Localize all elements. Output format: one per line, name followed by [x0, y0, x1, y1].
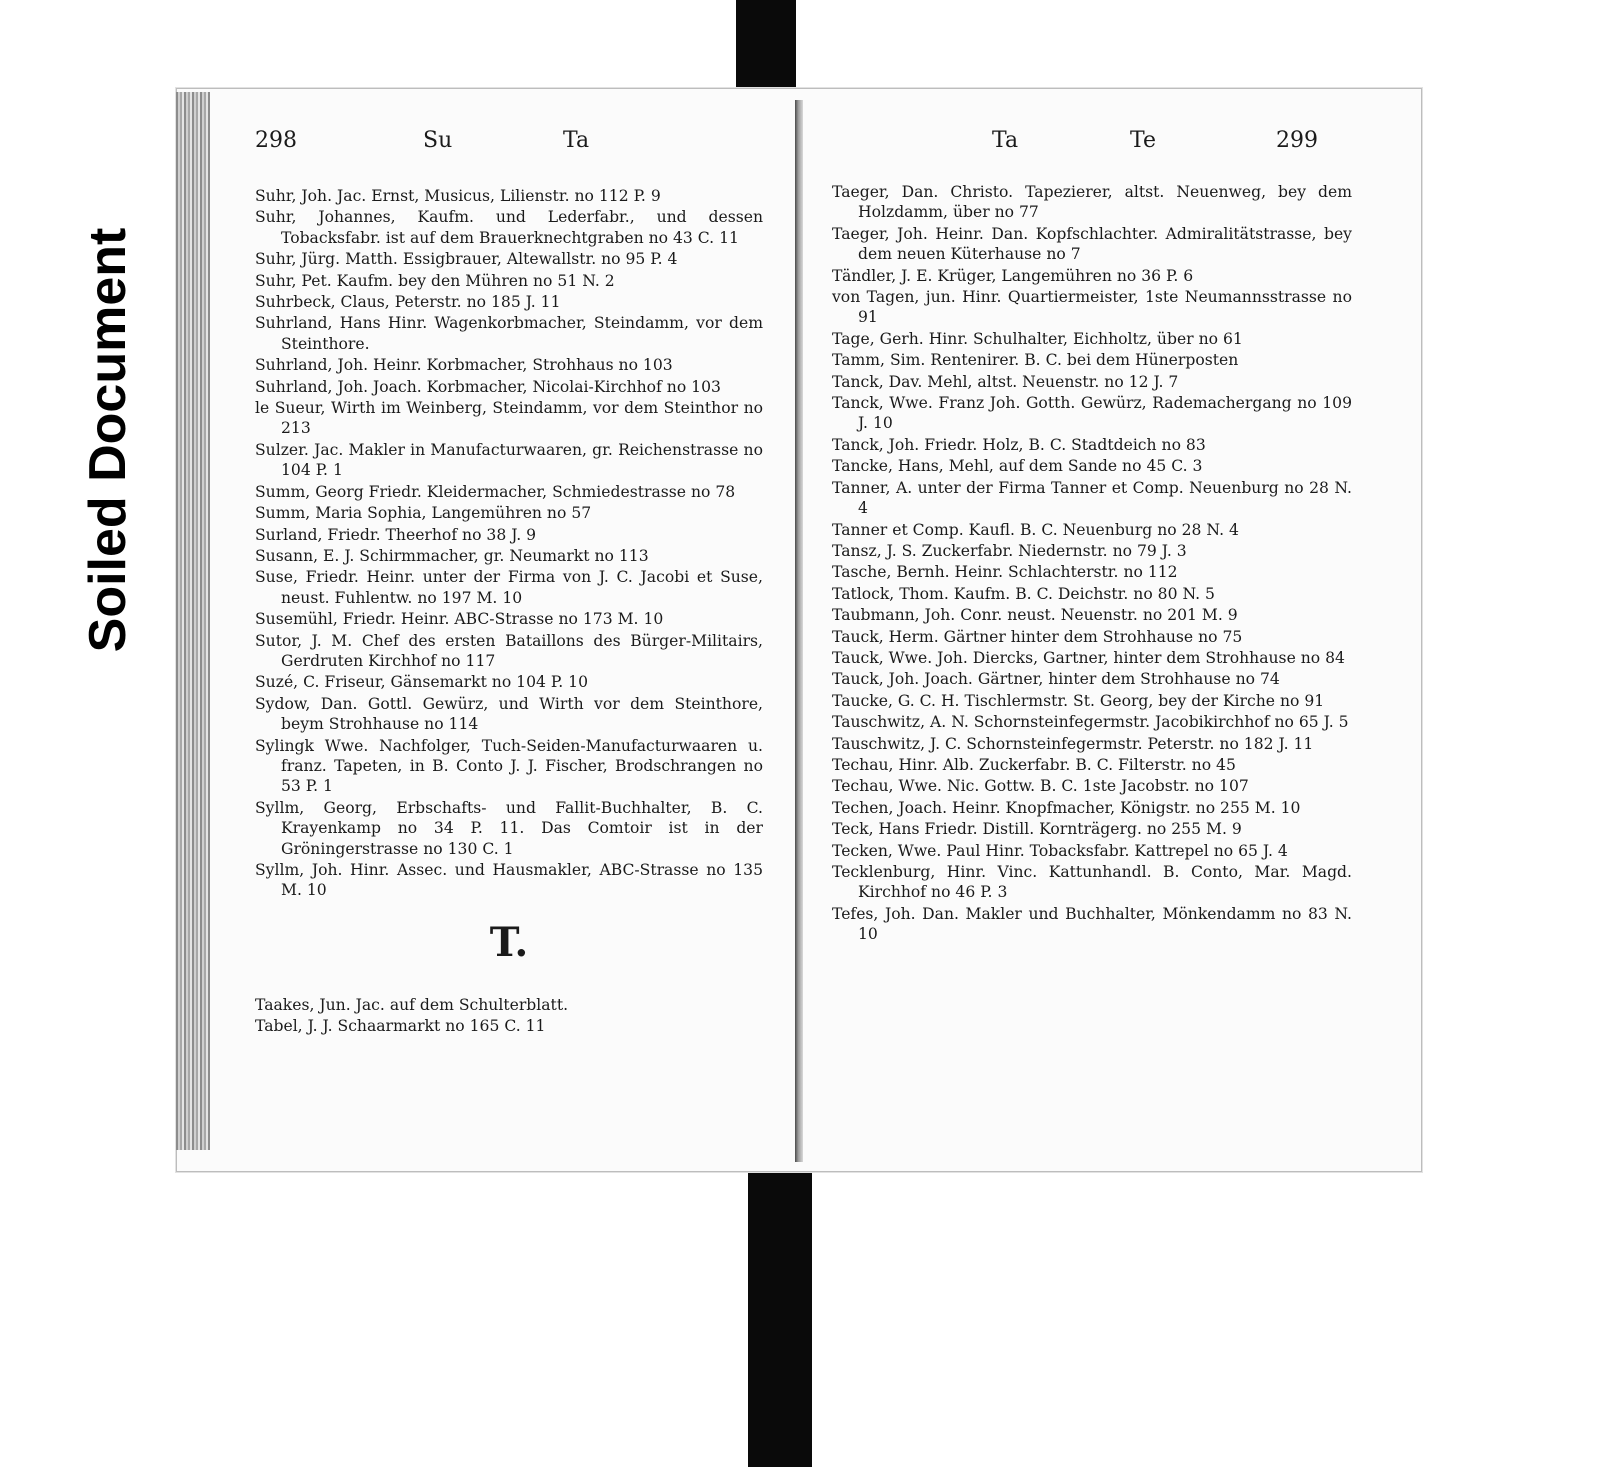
directory-entry: Susemühl, Friedr. Heinr. ABC-Strasse no 173 M. 10 [255, 610, 664, 629]
left-head-first: Su [423, 128, 453, 153]
directory-entry: Taubmann, Joh. Conr. neust. Neuenstr. no 201 M. 9 [832, 606, 1238, 625]
binding-strip-top [736, 0, 796, 100]
right-head-first: Ta [992, 128, 1019, 153]
directory-entry: Suhr, Jürg. Matth. Essigbrauer, Altewallstr. no 95 P. 4 [255, 250, 678, 269]
directory-entry: Tanck, Wwe. Franz Joh. Gotth. Gewürz, Rademachergang no 109 J. 10 [832, 394, 1352, 433]
directory-entry: Tecken, Wwe. Paul Hinr. Tobacksfabr. Kattrepel no 65 J. 4 [832, 841, 1288, 860]
directory-entry: Tanner et Comp. Kaufl. B. C. Neuenburg no 28 N. 4 [832, 520, 1239, 539]
directory-entry: Suhrland, Joh. Joach. Korbmacher, Nicolai-Kirchhof no 103 [255, 377, 721, 396]
directory-entry: Tauschwitz, J. C. Schornsteinfegermstr. Peterstr. no 182 J. 11 [832, 734, 1314, 753]
directory-entry: Suhrbeck, Claus, Peterstr. no 185 J. 11 [255, 293, 561, 312]
directory-entry: Tauschwitz, A. N. Schornsteinfegermstr. Jacobikirchhof no 65 J. 5 [832, 713, 1349, 732]
right-page [832, 128, 1352, 946]
directory-entry: Tamm, Sim. Rentenirer. B. C. bei dem Hünerposten [832, 351, 1239, 370]
left-head-last: Ta [563, 128, 590, 153]
directory-entry: Taucke, G. C. H. Tischlermstr. St. Georg, bey der Kirche no 91 [832, 691, 1325, 710]
left-entries-after-list [255, 995, 763, 1037]
directory-entry: Tanck, Dav. Mehl, altst. Neuenstr. no 12 J. 7 [832, 372, 1179, 391]
directory-entry: Susann, E. J. Schirmmacher, gr. Neumarkt no 113 [255, 546, 649, 565]
directory-entry: Teck, Hans Friedr. Distill. Kornträgerg. no 255 M. 9 [832, 820, 1242, 839]
directory-entry: Summ, Georg Friedr. Kleidermacher, Schmiedestrasse no 78 [255, 482, 736, 501]
directory-entry: Taeger, Dan. Christo. Tapezierer, altst. Neuenweg, bey dem Holzdamm, über no 77 [832, 183, 1352, 222]
side-label [78, 190, 138, 690]
directory-entry: Tauck, Wwe. Joh. Diercks, Gartner, hinter dem Strohhause no 84 [832, 648, 1345, 667]
directory-entry: von Tagen, jun. Hinr. Quartiermeister, 1ste Neumannsstrasse no 91 [832, 288, 1352, 327]
directory-entry: Techen, Joach. Heinr. Knopfmacher, Königstr. no 255 M. 10 [832, 798, 1301, 817]
directory-entry: Tatlock, Thom. Kaufm. B. C. Deichstr. no 80 N. 5 [832, 584, 1215, 603]
directory-entry: Syllm, Joh. Hinr. Assec. und Hausmakler, ABC-Strasse no 135 M. 10 [255, 861, 763, 900]
directory-entry: Suhr, Joh. Jac. Ernst, Musicus, Lilienstr. no 112 P. 9 [255, 187, 661, 205]
directory-entry: Taeger, Joh. Heinr. Dan. Kopfschlachter. Admiralitätstrasse, bey dem neuen Küterhause no 7 [832, 224, 1352, 264]
directory-entry: Tanner, A. unter der Firma Tanner et Comp. Neuenburg no 28 N. 4 [832, 478, 1352, 518]
directory-entry: Sylingk Wwe. Nachfolger, Tuch-Seiden-Manufacturwaaren u. franz. Tapeten, in B. Conto J. J. Fischer, Brodschrangen no 53 P. 1 [255, 736, 763, 796]
directory-entry: Techau, Wwe. Nic. Gottw. B. C. 1ste Jacobstr. no 107 [832, 777, 1249, 796]
right-page-number: 299 [1276, 128, 1318, 153]
directory-entry: Tanck, Joh. Friedr. Holz, B. C. Stadtdeich no 83 [832, 435, 1206, 454]
binding-strip-bottom [748, 1158, 812, 1467]
right-running-head [832, 128, 1352, 162]
directory-entry: Tasche, Bernh. Heinr. Schlachterstr. no 112 [832, 563, 1178, 582]
directory-entry: le Sueur, Wirth im Weinberg, Steindamm, vor dem Steinthor no 213 [255, 399, 763, 438]
directory-entry: Suzé, C. Friseur, Gänsemarkt no 104 P. 10 [255, 673, 588, 692]
directory-entry: Summ, Maria Sophia, Langemühren no 57 [255, 504, 592, 523]
directory-entry: Suse, Friedr. Heinr. unter der Firma von J. C. Jacobi et Suse, neust. Fuhlentw. no 197 M. 10 [255, 568, 763, 607]
directory-entry: Tansz, J. S. Zuckerfabr. Niedernstr. no 79 J. 3 [832, 541, 1187, 560]
directory-entry: Tage, Gerh. Hinr. Schulhalter, Eichholtz, über no 61 [832, 329, 1243, 348]
page-edges [176, 92, 210, 1150]
left-entries-list [255, 186, 763, 901]
directory-entry: Syllm, Georg, Erbschafts- und Fallit-Buchhalter, B. C. Krayenkamp no 34 P. 11. Das Comtoir ist in der Gröningerstrasse no 130 C. 1 [255, 798, 763, 858]
right-head-last: Te [1130, 128, 1156, 153]
directory-entry: Tauck, Joh. Joach. Gärtner, hinter dem Strohhause no 74 [832, 670, 1280, 689]
directory-entry: Sydow, Dan. Gottl. Gewürz, und Wirth vor dem Steinthore, beym Strohhause no 114 [255, 694, 763, 734]
directory-entry: Tecklenburg, Hinr. Vinc. Kattunhandl. B. Conto, Mar. Magd. Kirchhof no 46 P. 3 [832, 863, 1352, 902]
directory-entry: Tancke, Hans, Mehl, auf dem Sande no 45 C. 3 [832, 457, 1203, 476]
section-letter: T. [489, 918, 529, 966]
right-entries-list [832, 182, 1352, 945]
directory-entry: Surland, Friedr. Theerhof no 38 J. 9 [255, 525, 537, 544]
side-label-text: Soiled Document [79, 227, 137, 653]
directory-entry: Suhr, Johannes, Kaufm. und Lederfabr., und dessen Tobacksfabr. ist auf dem Brauerknechtgraben no 43 C. 11 [255, 208, 763, 247]
directory-entry: Tabel, J. J. Schaarmarkt no 165 C. 11 [255, 1017, 546, 1036]
directory-entry: Suhr, Pet. Kaufm. bey den Mühren no 51 N. 2 [255, 271, 615, 290]
directory-entry: Sutor, J. M. Chef des ersten Bataillons des Bürger-Militairs, Gerdruten Kirchhof no 117 [255, 631, 763, 670]
directory-entry: Taakes, Jun. Jac. auf dem Schulterblatt. [255, 995, 569, 1014]
directory-entry: Suhrland, Joh. Heinr. Korbmacher, Strohhaus no 103 [255, 356, 673, 375]
directory-entry: Tändler, J. E. Krüger, Langemühren no 36 P. 6 [832, 266, 1194, 285]
directory-entry: Sulzer. Jac. Makler in Manufacturwaaren, gr. Reichenstrasse no 104 P. 1 [255, 440, 763, 480]
directory-entry: Suhrland, Hans Hinr. Wagenkorbmacher, Steindamm, vor dem Steinthore. [255, 314, 763, 353]
left-running-head [255, 128, 763, 162]
book-gutter [795, 100, 803, 1162]
left-page-number: 298 [255, 128, 297, 153]
left-page [255, 128, 763, 1038]
directory-entry: Tauck, Herm. Gärtner hinter dem Strohhause no 75 [832, 627, 1243, 646]
directory-entry: Tefes, Joh. Dan. Makler und Buchhalter, Mönkendamm no 83 N. 10 [832, 904, 1352, 944]
directory-entry: Techau, Hinr. Alb. Zuckerfabr. B. C. Filterstr. no 45 [832, 755, 1236, 774]
